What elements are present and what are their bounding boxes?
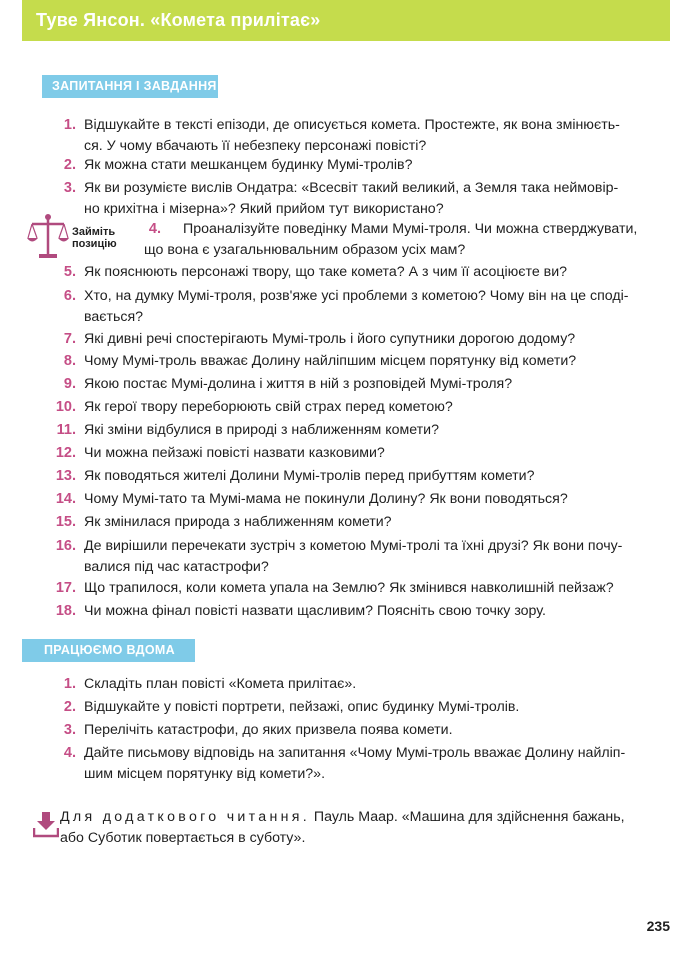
- item-text: Як поводяться жителі Долини Мумі-тролів перед прибуттям комети?: [84, 468, 535, 484]
- item-number: 9.: [63, 376, 76, 392]
- item-text: Як герої твору переборюють свій страх перед кометою?: [84, 399, 453, 415]
- item-text: Чому Мумі-троль вважає Долину найліпшим місцем порятунку від комети?: [84, 353, 577, 369]
- header-bar: [22, 0, 670, 41]
- extra-reading-title: Пауль Маар. «Машина для здійснення бажань,: [309, 809, 625, 825]
- home-section-title: ПРАЦЮЄМО ВДОМА: [22, 639, 195, 662]
- item-text: Дайте письмову відповідь на запитання «Чому Мумі-троль вважає Долину найліп-: [84, 745, 626, 761]
- extra-reading-title-cont: або Суботик повертається в суботу».: [60, 830, 306, 846]
- page-title: Туве Янсон. «Комета прилітає»: [36, 10, 321, 30]
- questions-section-title: ЗАПИТАННЯ І ЗАВДАННЯ: [42, 75, 218, 98]
- item-text: Які дивні речі спостерігають Мумі-троль і його супутники дорогою додому?: [84, 331, 576, 347]
- item-number: 18.: [55, 603, 76, 619]
- item-number: 3.: [63, 722, 76, 738]
- item-text: Як пояснюють персонажі твору, що таке комета? А з чим її асоціюєте ви?: [84, 264, 568, 280]
- item-number: 1.: [63, 676, 76, 692]
- item-number: 14.: [55, 491, 76, 507]
- item-number: 12.: [55, 445, 76, 461]
- item-number: 3.: [63, 180, 76, 196]
- badge-line-2: позицію: [72, 238, 117, 250]
- item-text: Чому Мумі-тато та Мумі-мама не покинули Долину? Як вони поводяться?: [84, 491, 568, 507]
- item-text: Якою постає Мумі-долина і життя в ній з розповідей Мумі-троля?: [84, 376, 513, 392]
- item-text: що вона є узагальнювальним образом усіх мам?: [144, 242, 466, 258]
- item-text: Що трапилося, коли комета упала на Землю? Як змінився навколишній пейзаж?: [84, 580, 614, 596]
- item-text: Чи можна фінал повісті назвати щасливим? Поясніть свою точку зору.: [84, 603, 546, 619]
- item-text: но крихітна і мізерна»? Який прийом тут використано?: [84, 201, 444, 217]
- item-text: Складіть план повісті «Комета прилітає».: [84, 676, 357, 692]
- item-number: 13.: [55, 468, 76, 484]
- page-number: 235: [646, 918, 670, 934]
- item-number: 8.: [63, 353, 76, 369]
- item-number: 10.: [55, 399, 76, 415]
- item-number: 2.: [63, 157, 76, 173]
- item-number: 7.: [63, 331, 76, 347]
- item-number: 2.: [63, 699, 76, 715]
- item-text: Які зміни відбулися в природі з наближенням комети?: [84, 422, 439, 438]
- item-text: Відшукайте у повісті портрети, пейзажі, опис будинку Мумі-тролів.: [84, 699, 520, 715]
- item-number: 17.: [55, 580, 76, 596]
- item-number: 4.: [63, 745, 76, 761]
- item-text: шим місцем порятунку від комети?».: [84, 766, 326, 782]
- item-number: 5.: [63, 264, 76, 280]
- badge-line-1: Займіть: [72, 226, 116, 238]
- download-icon: [33, 812, 59, 838]
- item-text: Перелічіть катастрофи, до яких призвела поява комети.: [84, 722, 453, 738]
- item-text: валися під час катастрофи?: [84, 559, 269, 575]
- item-number: 1.: [63, 117, 76, 133]
- item-number: 11.: [56, 422, 76, 438]
- item-text: Проаналізуйте поведінку Мами Мумі-троля. Чи можна стверджувати,: [183, 221, 638, 237]
- item-number: 6.: [63, 288, 76, 304]
- scales-icon: [26, 212, 70, 262]
- item-text: Хто, на думку Мумі-троля, розв'яже усі проблеми з кометою? Чому він на це споді-: [84, 288, 629, 304]
- item-text: вається?: [84, 309, 144, 325]
- item-text: Як можна стати мешканцем будинку Мумі-тролів?: [84, 157, 413, 173]
- item-number: 4.: [148, 221, 161, 237]
- item-number: 16.: [55, 538, 76, 554]
- item-text: Чи можна пейзажі повісті назвати казковими?: [84, 445, 385, 461]
- item-number: 15.: [55, 514, 76, 530]
- item-text: Як змінилася природа з наближенням комети?: [84, 514, 392, 530]
- item-text: Як ви розумієте вислів Ондатра: «Всесвіт такий великий, а Земля така неймовір-: [84, 180, 619, 196]
- item-text: ся. У чому вбачають її небезпеку персонажі повісті?: [84, 138, 427, 154]
- extra-reading: [60, 807, 672, 849]
- extra-reading-label: Для додаткового читання.: [60, 809, 310, 825]
- item-text: Де вирішили перечекати зустріч з кометою Мумі-тролі та їхні друзі? Як вони почу-: [84, 538, 623, 554]
- item-text: Відшукайте в тексті епізоди, де описується комета. Простежте, як вона змінюєть-: [84, 117, 620, 133]
